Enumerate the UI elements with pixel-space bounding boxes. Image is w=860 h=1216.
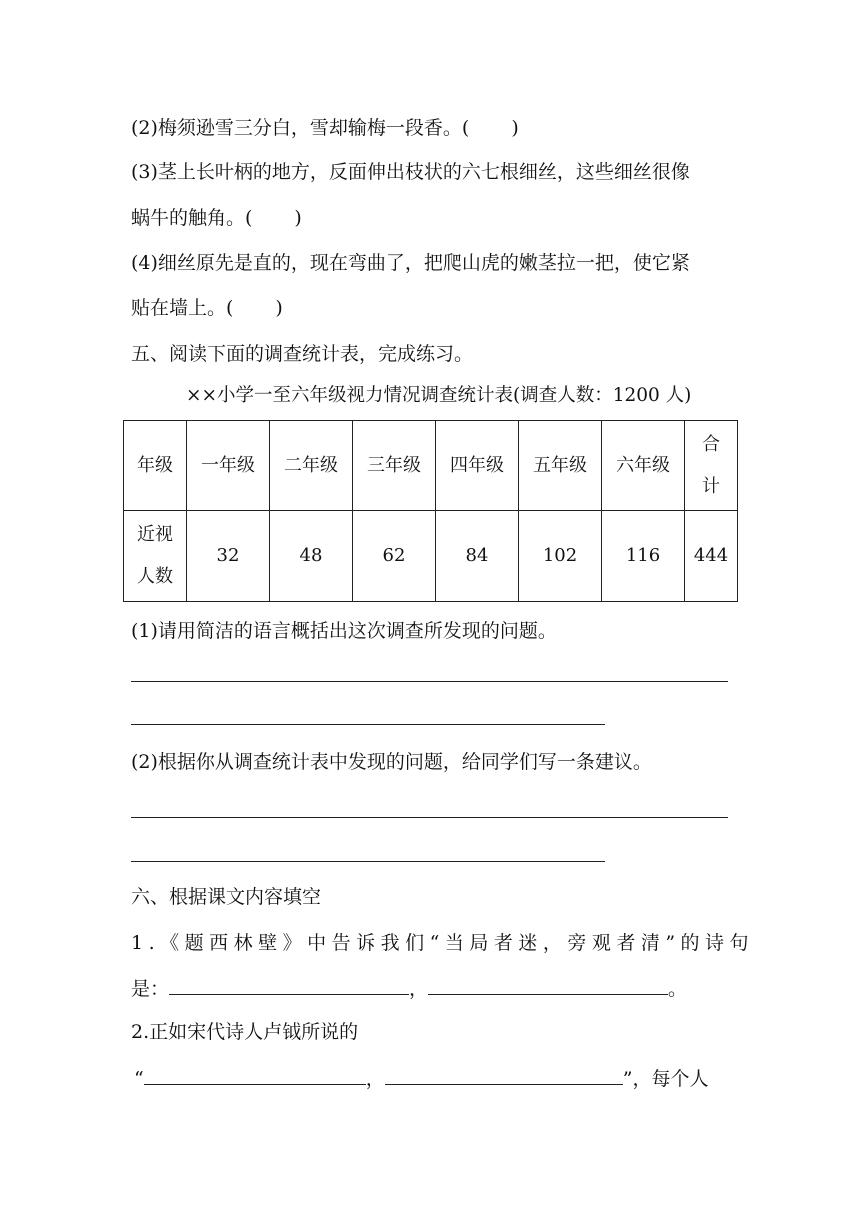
section-6-heading: 六、根据课文内容填空 (131, 886, 322, 908)
count-cell: 62 (353, 511, 436, 602)
count-cell: 32 (187, 511, 270, 602)
item-4-line2: 贴在墙上。( ) (131, 297, 283, 319)
section-6-question-1: 1.《题西林壁》中告诉我们“当局者迷，旁观者清”的诗句 (131, 932, 755, 954)
fill-blank[interactable] (385, 1066, 623, 1085)
grade-cell: 一年级 (187, 421, 270, 511)
row-header-myopia: 近视 人数 (124, 511, 187, 602)
grade-cell: 四年级 (436, 421, 519, 511)
fill-blank[interactable] (428, 976, 668, 995)
section-6-question-2: 2.正如宋代诗人卢钺所说的 (131, 1021, 359, 1043)
section-6-question-2-blanks: “ ， ”，每个人 (134, 1068, 709, 1090)
answer-line[interactable] (131, 724, 605, 725)
item-2: (2)梅须逊雪三分白，雪却输梅一段香。( ) (131, 117, 519, 139)
answer-line[interactable] (131, 817, 728, 818)
answer-line[interactable] (131, 681, 728, 682)
fill-blank[interactable] (144, 1066, 366, 1085)
table-caption: ××小学一至六年级视力情况调查统计表(调查人数：1200 人) (186, 385, 692, 406)
count-cell: 84 (436, 511, 519, 602)
section-5-question-2: (2)根据你从调查统计表中发现的问题，给同学们写一条建议。 (131, 751, 652, 773)
grade-cell: 五年级 (519, 421, 602, 511)
grade-cell: 六年级 (602, 421, 685, 511)
grade-cell: 三年级 (353, 421, 436, 511)
count-cell: 48 (270, 511, 353, 602)
grade-cell: 二年级 (270, 421, 353, 511)
section-5-heading: 五、阅读下面的调查统计表，完成练习。 (131, 343, 474, 365)
row-header-grade: 年级 (124, 421, 187, 511)
item-4-line1: (4)细丝原先是直的，现在弯曲了，把爬山虎的嫩茎拉一把，使它紧 (131, 252, 690, 274)
fill-blank[interactable] (169, 976, 409, 995)
item-3-line1: (3)茎上长叶柄的地方，反面伸出枝状的六七根细丝，这些细丝很像 (131, 161, 690, 183)
answer-line[interactable] (131, 861, 605, 862)
item-2-text: (2)梅须逊雪三分白，雪却输梅一段香。( (131, 117, 470, 139)
count-cell: 102 (519, 511, 602, 602)
total-header: 合 计 (685, 421, 738, 511)
item-3-line2: 蜗牛的触角。( ) (131, 207, 302, 229)
survey-table (123, 420, 738, 602)
section-5-question-1: (1)请用简洁的语言概括出这次调查所发现的问题。 (131, 620, 557, 642)
section-6-question-1-blanks: 是： ， 。 (131, 978, 688, 1000)
count-cell: 116 (602, 511, 685, 602)
total-cell: 444 (685, 511, 738, 602)
table-row-counts (124, 511, 738, 602)
table-row-grades (124, 421, 738, 511)
